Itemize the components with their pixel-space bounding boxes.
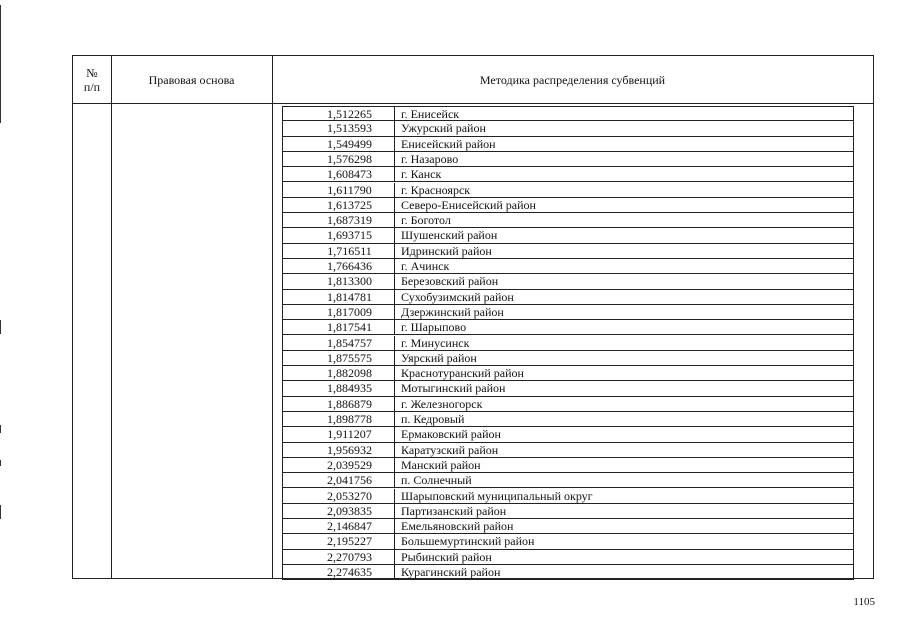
header-number: [73, 56, 111, 103]
coefficient-value: 2,041756: [283, 473, 395, 487]
table-row: [283, 381, 853, 396]
coefficient-value: 1,576298: [283, 152, 395, 166]
coefficient-value: 2,274635: [283, 565, 395, 579]
table-row: [283, 534, 853, 549]
territory-name: г. Шарыпово: [401, 320, 467, 335]
coefficient-value: 1,911207: [283, 427, 395, 441]
header-method: Методика распределения субвенций: [479, 72, 666, 87]
table-row: [283, 458, 853, 473]
coefficient-value: 1,817009: [283, 305, 395, 319]
table-row: [283, 305, 853, 320]
header-divider: [73, 103, 873, 104]
table-row: [283, 320, 853, 335]
territory-name: г. Боготол: [401, 213, 451, 228]
table-row: [283, 167, 853, 182]
table-row: [283, 519, 853, 534]
scan-edge-mark: [0, 425, 1, 433]
coefficient-value: 1,813300: [283, 274, 395, 288]
coefficient-value: 1,716511: [283, 244, 395, 258]
coefficient-value: 1,956932: [283, 443, 395, 457]
territory-name: г. Енисейск: [401, 107, 460, 121]
coefficient-value: 1,875575: [283, 351, 395, 365]
table-row: [283, 183, 853, 198]
coefficient-value: 2,146847: [283, 519, 395, 533]
territory-name: г. Канск: [401, 167, 442, 182]
table-row: [283, 336, 853, 351]
territory-name: Шушенский район: [401, 228, 498, 243]
table-row: [283, 137, 853, 152]
coefficient-value: 1,549499: [283, 137, 395, 151]
territory-name: Северо-Енисейский район: [401, 197, 536, 212]
coefficient-value: 1,687319: [283, 213, 395, 227]
territory-name: г. Назарово: [401, 151, 459, 166]
territory-name: Березовский район: [401, 274, 499, 289]
scan-edge-mark: [0, 460, 1, 466]
coefficient-value: 1,886879: [283, 397, 395, 411]
territory-name: Краснотуранский район: [401, 366, 524, 381]
coefficient-value: 1,854757: [283, 336, 395, 350]
table-row: [283, 565, 853, 580]
coefficient-value: 1,884935: [283, 381, 395, 395]
territory-name: Емельяновский район: [401, 519, 514, 534]
table-row: [283, 504, 853, 519]
territory-name: Манский район: [401, 457, 481, 472]
table-row: [283, 473, 853, 488]
coefficient-value: 2,270793: [283, 550, 395, 564]
territory-name: Идринский район: [401, 243, 492, 258]
table-row: [283, 366, 853, 381]
coefficient-value: 1,693715: [283, 228, 395, 242]
territory-name: Рыбинский район: [401, 549, 492, 564]
table-row: [283, 290, 853, 305]
coefficient-value: 2,093835: [283, 504, 395, 518]
coefficient-value: 2,195227: [283, 534, 395, 548]
header-number-abbrev: п/п: [83, 79, 101, 94]
table-row: [283, 198, 853, 213]
column-divider: [272, 56, 273, 578]
territory-name: Большемуртинский район: [401, 534, 535, 549]
table-row: [283, 244, 853, 259]
territory-name: г. Красноярск: [401, 182, 471, 197]
territory-name: Уярский район: [401, 350, 477, 365]
territory-name: г. Железногорск: [401, 396, 483, 411]
table-row: [283, 550, 853, 565]
territory-name: Дзержинский район: [401, 304, 504, 319]
coefficient-value: 1,611790: [283, 183, 395, 197]
coefficient-value: 1,608473: [283, 167, 395, 181]
table-row: [283, 412, 853, 427]
territory-name: г. Минусинск: [401, 335, 470, 350]
territory-name: Сухобузимский район: [401, 289, 514, 304]
table-row: [283, 121, 853, 136]
coefficient-value: 1,898778: [283, 412, 395, 426]
coefficient-value: 1,817541: [283, 320, 395, 334]
coefficient-value: 1,814781: [283, 290, 395, 304]
table-row: [283, 152, 853, 167]
coefficient-value: 1,513593: [283, 121, 395, 135]
territory-name: Мотыгинский район: [401, 381, 506, 396]
territory-name: Шарыповский муниципальный округ: [401, 488, 593, 503]
coefficient-value: 1,613725: [283, 198, 395, 212]
column-divider: [111, 56, 112, 578]
scan-edge-mark: [0, 320, 1, 334]
table-row: [283, 228, 853, 243]
coefficient-table: [282, 106, 854, 580]
territory-name: Ермаковский район: [401, 427, 501, 442]
table-row: [283, 259, 853, 274]
scan-edge-mark: [0, 5, 1, 123]
territory-name: Енисейский район: [401, 136, 496, 151]
table-row: [283, 489, 853, 504]
header-legal-basis: Правовая основа: [148, 72, 235, 87]
coefficient-value: 1,766436: [283, 259, 395, 273]
territory-name: Курагинский район: [401, 565, 501, 579]
territory-name: п. Солнечный: [401, 473, 472, 488]
table-row: [283, 106, 853, 121]
coefficient-value: 1,512265: [283, 107, 395, 120]
scan-edge-mark: [0, 505, 1, 519]
header-number-symbol: №: [86, 65, 98, 80]
table-row: [283, 427, 853, 442]
page-number: 1105: [853, 596, 875, 608]
table-row: [283, 351, 853, 366]
table-row: [283, 443, 853, 458]
territory-name: Партизанский район: [401, 503, 507, 518]
document-table: [72, 55, 874, 579]
territory-name: Каратузский район: [401, 442, 499, 457]
territory-name: Ужурский район: [401, 121, 486, 136]
coefficient-value: 2,053270: [283, 489, 395, 503]
table-row: [283, 274, 853, 289]
territory-name: п. Кедровый: [401, 412, 465, 426]
table-row: [283, 213, 853, 228]
table-row: [283, 397, 853, 412]
territory-name: г. Ачинск: [401, 259, 450, 273]
coefficient-value: 2,039529: [283, 458, 395, 472]
coefficient-value: 1,882098: [283, 366, 395, 380]
